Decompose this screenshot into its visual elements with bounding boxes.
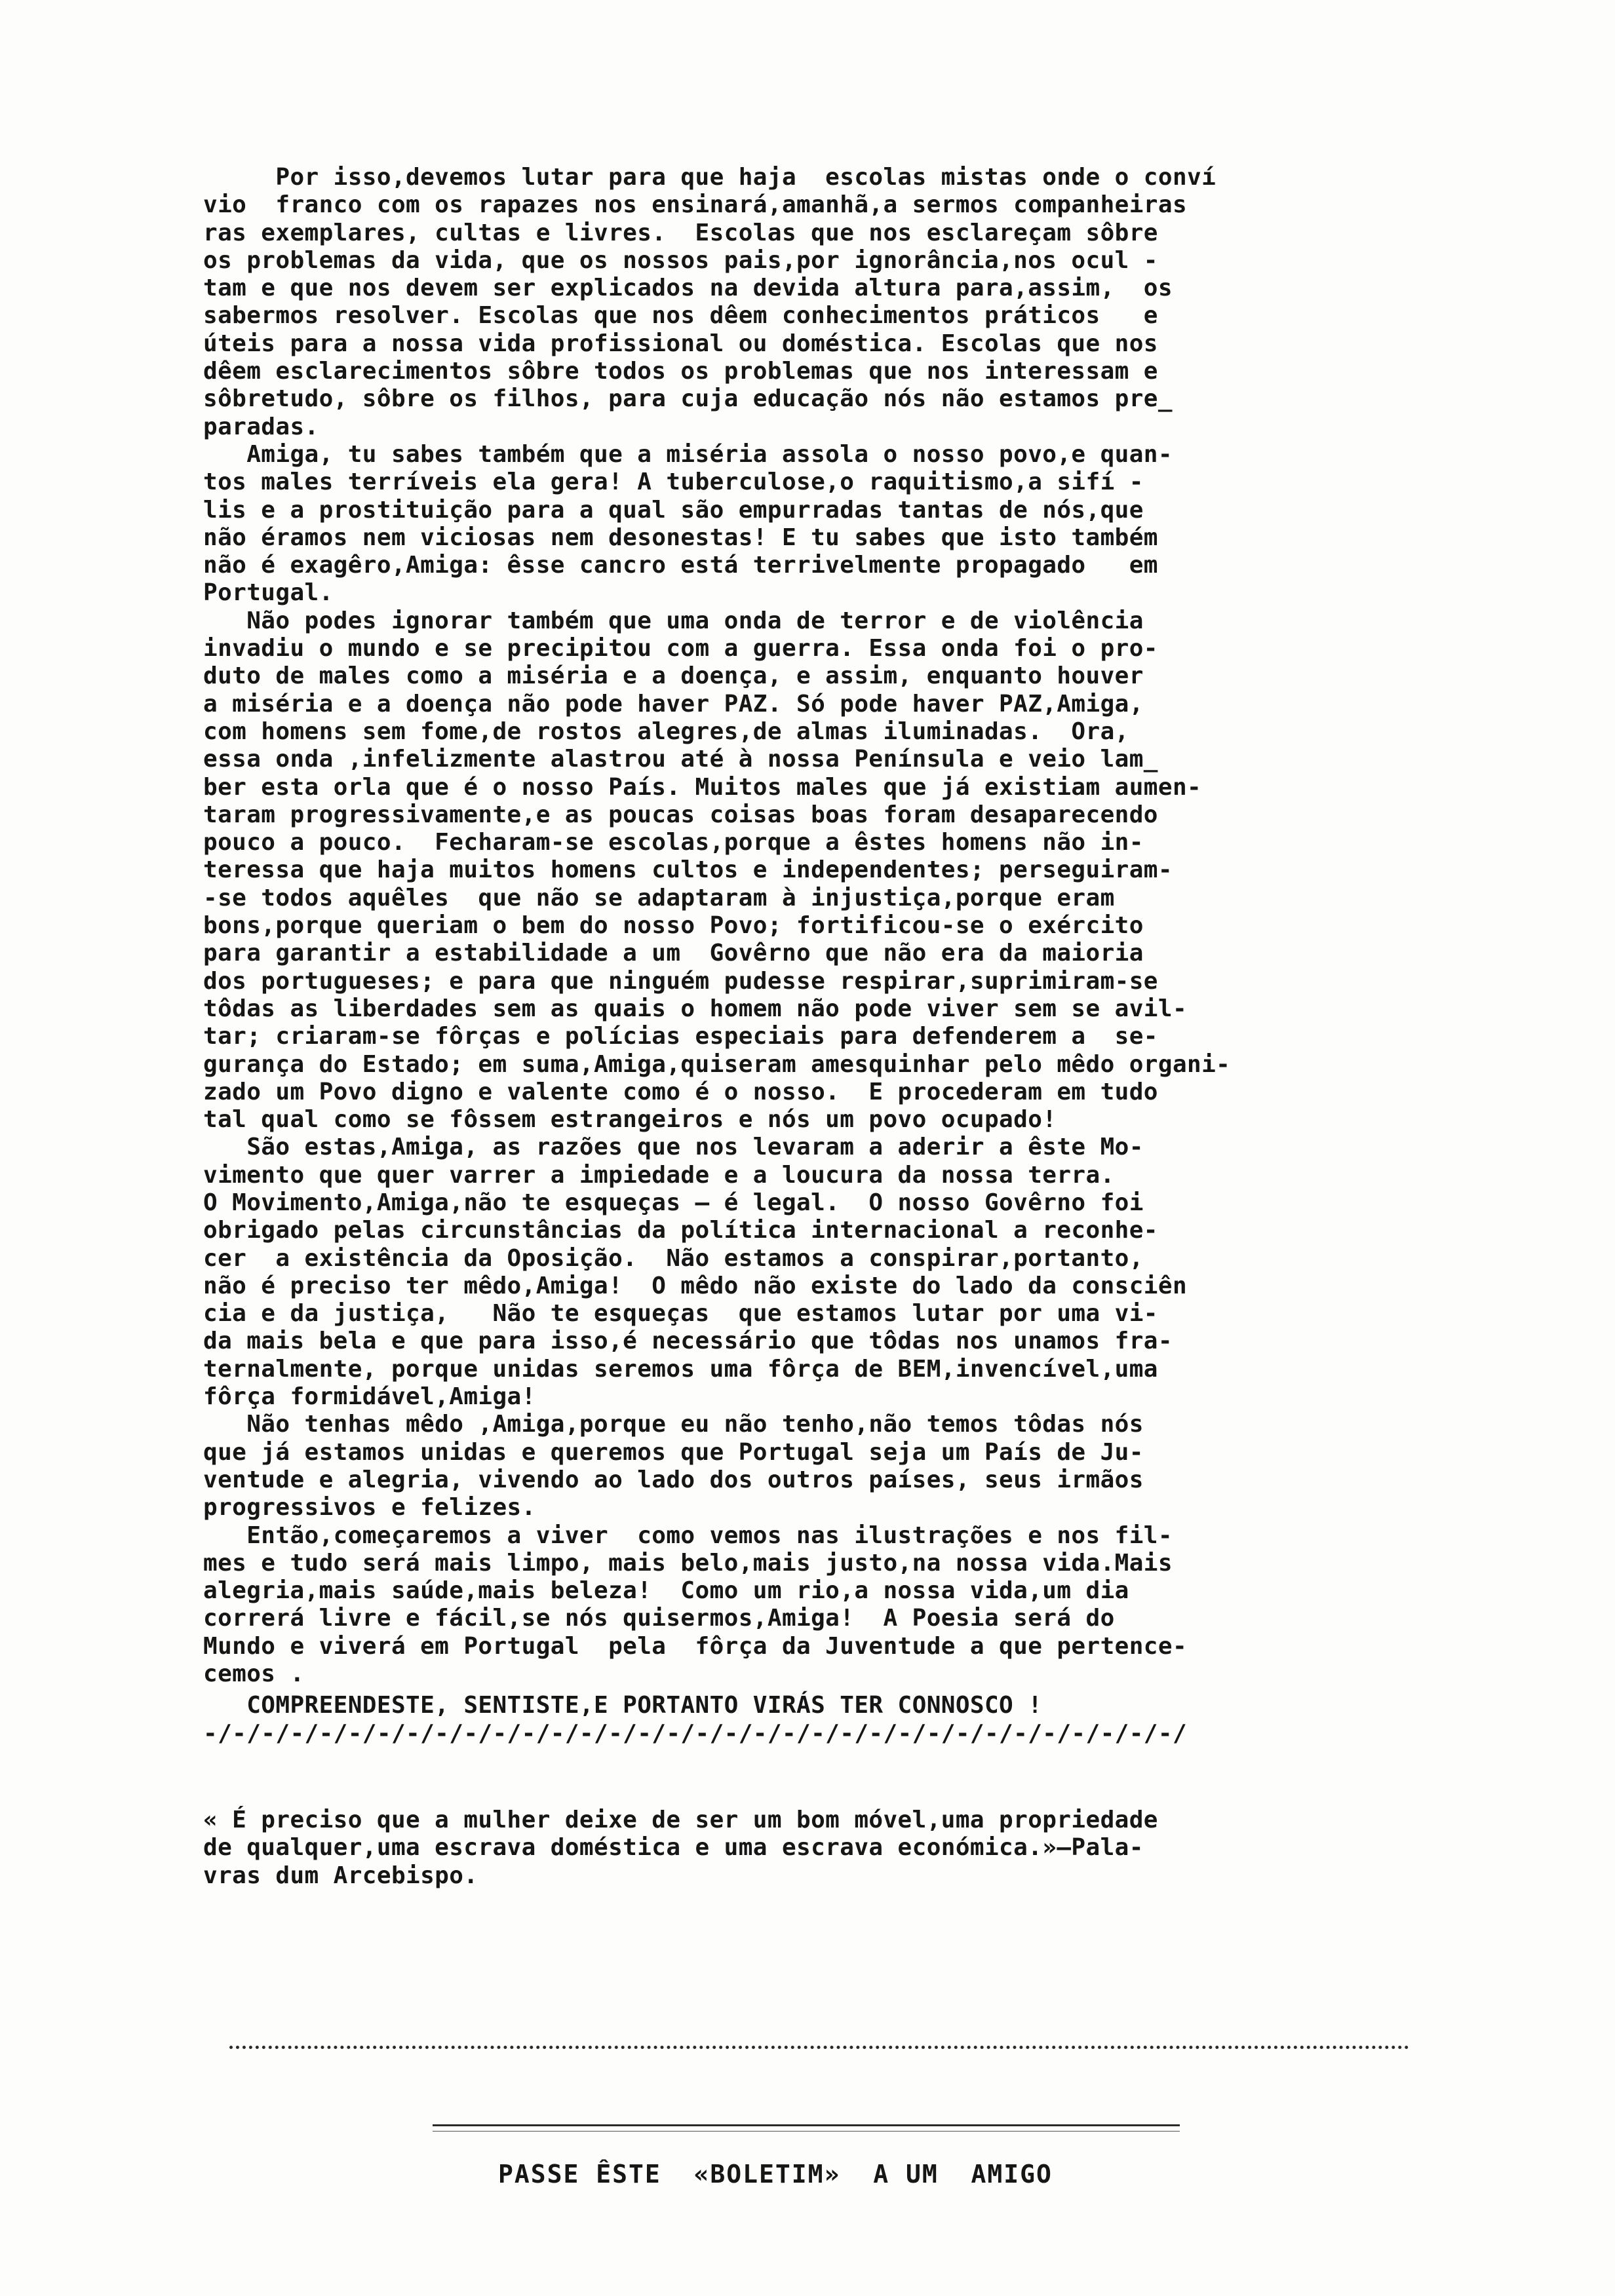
document-body bbox=[203, 164, 1435, 1890]
text-line: Mundo e viverá em Portugal pela fôrça da Juventude a que pertence- bbox=[203, 1632, 1188, 1660]
text-line: Não podes ignorar também que uma onda de terror e de violência bbox=[203, 607, 1144, 634]
text-line: COMPREENDESTE, SENTISTE,E PORTANTO VIRÁS TER CONNOSCO ! bbox=[203, 1692, 1043, 1719]
text-line: tam e que nos devem ser explicados na devida altura para,assim, os bbox=[203, 275, 1173, 302]
text-line: -/-/-/-/-/-/-/-/-/-/-/-/-/-/-/-/-/-/-/-/-/-/-/-/-/-/-/-/-/-/-/-/-/-/ bbox=[203, 1719, 1188, 1747]
text-line: dêem esclarecimentos sôbre todos os problemas que nos interessam e bbox=[203, 358, 1158, 385]
text-line: tôdas as liberdades sem as quais o homem não pode viver sem se avil- bbox=[203, 995, 1188, 1022]
text-line: não é exagêro,Amiga: êsse cancro está terrivelmente propagado em bbox=[203, 552, 1158, 579]
text-line: tal qual como se fôssem estrangeiros e nós um povo ocupado! bbox=[203, 1106, 1057, 1134]
text-line: úteis para a nossa vida profissional ou doméstica. Escolas que nos bbox=[203, 330, 1158, 357]
paragraph bbox=[203, 1411, 1435, 1521]
text-line: sôbretudo, sôbre os filhos, para cuja educação nós não estamos pre_ bbox=[203, 385, 1173, 413]
text-line: -se todos aquêles que não se adaptaram à injustiça,porque eram bbox=[203, 884, 1115, 911]
text-line: ventude e alegria, vivendo ao lado dos outros países, seus irmãos bbox=[203, 1466, 1144, 1493]
text-line: não é preciso ter mêdo,Amiga! O mêdo não existe do lado da consciên bbox=[203, 1272, 1188, 1299]
text-line: cer a existência da Oposição. Não estamos a conspirar,portanto, bbox=[203, 1244, 1144, 1272]
text-line: teressa que haja muitos homens cultos e independentes; perseguiram- bbox=[203, 856, 1173, 884]
footer-divider-thin bbox=[433, 2131, 1180, 2132]
text-line: sabermos resolver. Escolas que nos dêem conhecimentos práticos e bbox=[203, 302, 1158, 330]
text-line: que já estamos unidas e queremos que Portugal seja um País de Ju- bbox=[203, 1438, 1144, 1466]
paragraph bbox=[203, 441, 1435, 607]
text-line: mes e tudo será mais limpo, mais belo,mais justo,na nossa vida.Mais bbox=[203, 1549, 1173, 1577]
footer-divider bbox=[433, 2124, 1180, 2126]
text-line: paradas. bbox=[203, 413, 319, 440]
text-line: progressivos e felizes. bbox=[203, 1494, 536, 1521]
text-line: ternalmente, porque unidas seremos uma fôrça de BEM,invencível,uma bbox=[203, 1355, 1158, 1383]
text-line: gurança do Estado; em suma,Amiga,quiseram amesquinhar pelo mêdo organi- bbox=[203, 1050, 1231, 1078]
text-line: invadiu o mundo e se precipitou com a guerra. Essa onda foi o pro- bbox=[203, 635, 1158, 662]
text-line: vio franco com os rapazes nos ensinará,amanhã,a sermos companheiras bbox=[203, 191, 1188, 219]
text-line: tar; criaram-se fôrças e polícias especiais para defenderem a se- bbox=[203, 1023, 1158, 1050]
text-line: fôrça formidável,Amiga! bbox=[203, 1383, 536, 1411]
paragraph bbox=[203, 1134, 1435, 1189]
text-line: Por isso,devemos lutar para que haja escolas mistas onde o conví bbox=[203, 164, 1216, 191]
text-line: Portugal. bbox=[203, 579, 334, 607]
text-line: não éramos nem viciosas nem desonestas! E tu sabes que isto também bbox=[203, 524, 1158, 551]
text-line: São estas,Amiga, as razões que nos levaram a aderir a êste Mo- bbox=[203, 1134, 1144, 1161]
text-line: « É preciso que a mulher deixe de ser um bom móvel,uma propriedade bbox=[203, 1806, 1158, 1833]
paragraph bbox=[203, 607, 1435, 1134]
text-line: Então,começaremos a viver como vemos nas ilustrações e nos fil- bbox=[203, 1521, 1173, 1549]
text-line: bons,porque queriam o bem do nosso Povo; fortificou-se o exército bbox=[203, 912, 1144, 940]
text-line: ras exemplares, cultas e livres. Escolas que nos esclareçam sôbre bbox=[203, 219, 1158, 246]
text-line: lis e a prostituição para a qual são empurradas tantas de nós,que bbox=[203, 496, 1144, 524]
text-line: tos males terríveis ela gera! A tuberculose,o raquitismo,a sifí - bbox=[203, 469, 1144, 496]
text-line: Não tenhas mêdo ,Amiga,porque eu não tenho,não temos tôdas nós bbox=[203, 1411, 1144, 1438]
text-line: vras dum Arcebispo. bbox=[203, 1862, 478, 1889]
text-line: cia e da justiça, Não te esqueças que estamos lutar por uma vi- bbox=[203, 1300, 1158, 1328]
text-line: duto de males como a miséria e a doença, e assim, enquanto houver bbox=[203, 662, 1144, 690]
text-line: essa onda ,infelizmente alastrou até à nossa Península e veio lam_ bbox=[203, 746, 1158, 773]
text-line: correrá livre e fácil,se nós quisermos,Amiga! A Poesia será do bbox=[203, 1605, 1115, 1632]
text-line: para garantir a estabilidade a um Govêrno que não era da maioria bbox=[203, 940, 1144, 967]
paragraph bbox=[203, 1189, 1435, 1411]
text-line: ber esta orla que é o nosso País. Muitos males que já existiam aumen- bbox=[203, 773, 1202, 801]
text-line: vimento que quer varrer a impiedade e a loucura da nossa terra. bbox=[203, 1161, 1115, 1189]
text-line: Amiga, tu sabes também que a miséria assola o nosso povo,e quan- bbox=[203, 440, 1173, 468]
dotted-rule bbox=[229, 2046, 1409, 2049]
text-line: zado um Povo digno e valente como é o nosso. E procederam em tudo bbox=[203, 1078, 1158, 1105]
text-line: obrigado pelas circunstâncias da política internacional a reconhe- bbox=[203, 1217, 1158, 1244]
text-line: de qualquer,uma escrava doméstica e uma escrava económica.»—Pala- bbox=[203, 1834, 1144, 1862]
paragraph bbox=[203, 1522, 1435, 1689]
text-line: cemos . bbox=[203, 1660, 305, 1688]
text-line: os problemas da vida, que os nossos pais,por ignorância,nos ocul - bbox=[203, 246, 1158, 274]
text-line: a miséria e a doença não pode haver PAZ. Só pode haver PAZ,Amiga, bbox=[203, 690, 1144, 718]
text-line: dos portugueses; e para que ninguém pudesse respirar,suprimiram-se bbox=[203, 967, 1158, 995]
text-line: alegria,mais saúde,mais beleza! Como um rio,a nossa vida,um dia bbox=[203, 1577, 1129, 1605]
paragraph bbox=[203, 164, 1435, 441]
text-line: pouco a pouco. Fecharam-se escolas,porque a êstes homens não in- bbox=[203, 829, 1144, 856]
text-line: da mais bela e que para isso,é necessário que tôdas nos unamos fra- bbox=[203, 1328, 1173, 1355]
footer-note: PASSE ÊSTE «BOLETIM» A UM AMIGO bbox=[498, 2160, 1053, 2189]
text-line: com homens sem fome,de rostos alegres,de almas iluminadas. Ora, bbox=[203, 718, 1129, 745]
text-line: taram progressivamente,e as poucas coisas boas foram desaparecendo bbox=[203, 801, 1158, 828]
text-line: O Movimento,Amiga,não te esqueças — é legal. O nosso Govêrno foi bbox=[203, 1189, 1144, 1216]
